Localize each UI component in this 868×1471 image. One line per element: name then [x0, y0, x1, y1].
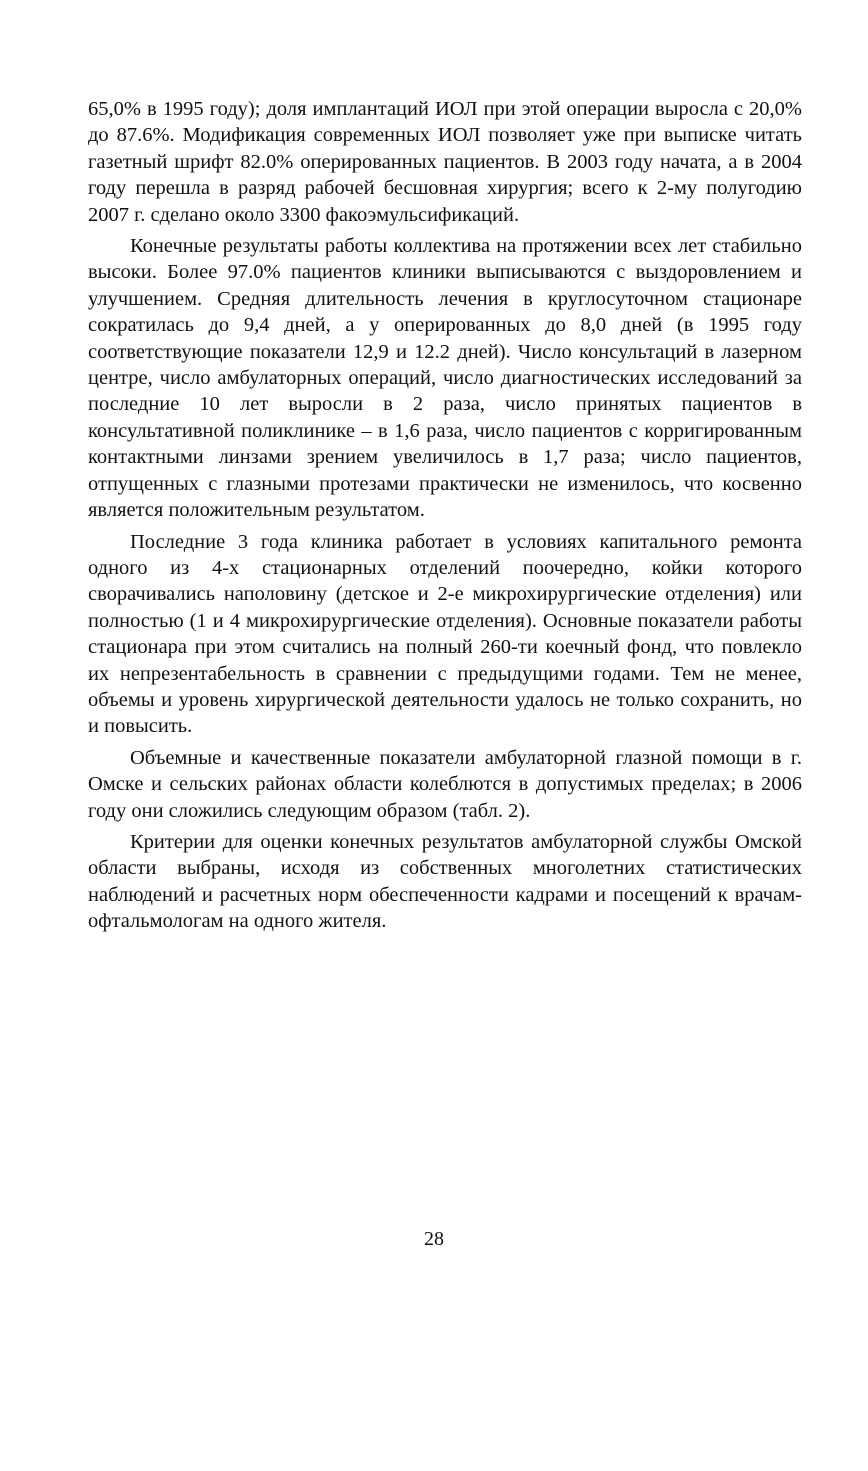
paragraph-results: Конечные результаты работы коллектива на протяжении всех лет стабильно высоки. Более 97.0% пациентов клиники выписываются с выздоровлением и улучшением. Средняя длительность лечения в круглосуточном стационаре сократилась до 9,4 дней, а у оперированных до 8,0 дней (в 1995 году соответствующие показатели 12,9 и 12.2 дней). Число консультаций в лазерном центре, число амбулаторных операций, число диагностических исследований за последние 10 лет выросли в 2 раза, число принятых пациентов в консультативной поликлинике – в 1,6 раза, число пациентов с корригированным контактными линзами зрением увеличилось в 1,7 раза; число пациентов, отпущенных с глазными протезами практически не изменилось, что косвенно является положительным результатом.: [88, 235, 802, 522]
page-number: 28: [424, 1228, 444, 1250]
paragraph-continuation: 65,0% в 1995 году); доля имплантаций ИОЛ при этой операции выросла с 20,0% до 87.6%. Модификация современных ИОЛ позволяет уже при выписке читать газетный шрифт 82.0% оперированных пациентов. В 2003 году начата, а в 2004 году перешла в разряд рабочей бесшовная хирургия; всего к 2-му полугодию 2007 г. сделано около 3300 факоэмульсификаций.: [88, 98, 802, 226]
paragraph-outpatient: Объемные и качественные показатели амбулаторной глазной помощи в г. Омске и сельских районах области колеблются в допустимых пределах; в 2006 году они сложились следующим образом (табл. 2).: [88, 746, 802, 822]
paragraph-criteria: Критерии для оценки конечных результатов амбулаторной службы Омской области выбраны, исходя из собственных многолетних статистических наблюдений и расчетных норм обеспеченности кадрами и посещений к врачам-офтальмологам на одного жителя.: [88, 830, 802, 933]
page-body: [88, 96, 802, 935]
paragraph-renovation: Последние 3 года клиника работает в условиях капитального ремонта одного из 4-х стационарных отделений поочередно, койки которого сворачивались наполовину (детское и 2-е микрохирургические отделения) или полностью (1 и 4 микрохирургические отделения). Основные показатели работы стационара при этом считались на полный 260-ти коечный фонд, что повлекло их непрезентабельность в сравнении с предыдущими годами. Тем не менее, объемы и уровень хирургической деятельности удалось не только сохранить, но и повысить.: [88, 530, 802, 738]
